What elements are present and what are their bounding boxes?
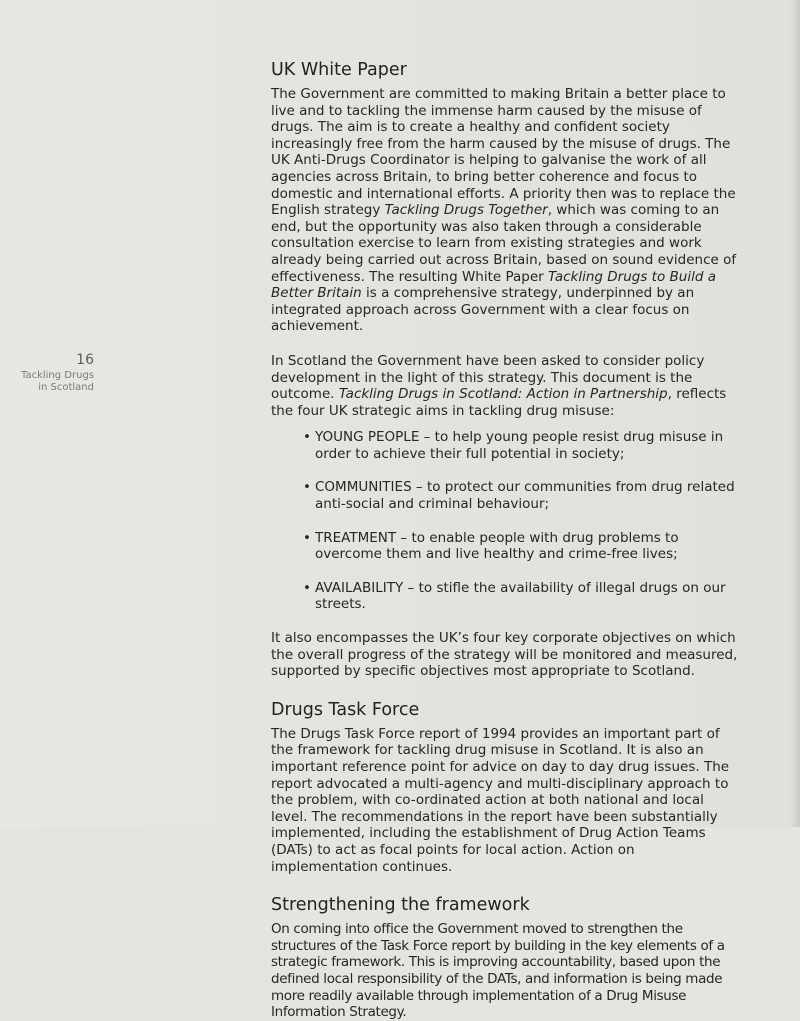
- paragraph-text: , which was coming to an end, but the opportunity was also taken through a considerable consultation exercise to learn from existing strategies and work already being carried out across Britain, based on sound evidence of effectiveness. The resulting White Paper: [271, 202, 737, 285]
- section-heading: Drugs Task Force: [271, 699, 420, 720]
- section-strengthening-the-framework: [271, 895, 741, 1021]
- list-item: [303, 530, 741, 563]
- paragraph: It also encompasses the UK’s four key corporate objectives on which the overall progress of the strategy will be monitored and measured, supported by specific objectives most appropriate to Scotland.: [271, 630, 738, 680]
- paragraph: [271, 86, 741, 335]
- bullet-icon: •: [303, 529, 311, 546]
- list-item: [303, 429, 741, 462]
- bullet-icon: •: [303, 479, 311, 496]
- paragraph: The Drugs Task Force report of 1994 provides an important part of the framework for tackling drug misuse in Scotland. It is also an important reference point for advice on day to day drug issues. The report advocated a multi-agency and multi-disciplinary approach to the problem, with co-ordinated action at both national and local level. The recommendations in the report have been substantially implemented, including the establishment of Drug Action Teams (DATs) to act as focal points for local action. Action on implementation continues.: [271, 725, 730, 875]
- running-head-line: in Scotland: [38, 382, 94, 393]
- paragraph: [271, 353, 741, 419]
- publication-title: Tackling Drugs to Build a Better Britain: [271, 268, 716, 302]
- list-item: [303, 580, 741, 613]
- list-item-text: COMMUNITIES – to protect our communities from drug related anti-social and criminal behaviour;: [315, 479, 735, 513]
- list-item-text: TREATMENT – to enable people with drug problems to overcome them and live healthy and crime-free lives;: [315, 529, 679, 563]
- list-item-text: YOUNG PEOPLE – to help young people resist drug misuse in order to achieve their full potential in society;: [315, 429, 724, 462]
- paragraph-text: , reflects the four UK strategic aims in tackling drug misuse:: [271, 386, 727, 419]
- page-edge-shadow: [790, 0, 800, 827]
- section-drugs-task-force: [271, 700, 741, 875]
- list-item: [303, 479, 741, 512]
- strategic-aims-list: [271, 429, 741, 613]
- section-uk-white-paper: [271, 60, 741, 680]
- running-head-line: Tackling Drugs: [21, 370, 94, 381]
- paragraph: On coming into office the Government moved to strengthen the structures of the Task Force report by building in the key elements of a strategic framework. This is improving accountability, based upon the defined local responsibility of the DATs, and information is being made more readily available through implementation of a Drug Misuse Information Strategy.: [271, 921, 725, 1021]
- section-heading: Strengthening the framework: [271, 895, 530, 916]
- bullet-icon: •: [303, 579, 311, 596]
- list-item-text: AVAILABILITY – to stifle the availability of illegal drugs on our streets.: [315, 579, 726, 613]
- main-content: [271, 60, 741, 1021]
- publication-title: Tackling Drugs Together: [384, 202, 548, 219]
- publication-title: Tackling Drugs in Scotland: Action in Partnership: [338, 386, 668, 403]
- margin-note: [20, 352, 94, 394]
- paragraph-text: In Scotland the Government have been asked to consider policy development in the light of this strategy. This document is the outcome.: [271, 352, 705, 403]
- paragraph-text: is a comprehensive strategy, underpinned by an integrated approach across Government with a clear focus on achievement.: [271, 285, 695, 335]
- page-number: 16: [76, 352, 94, 368]
- running-head: [20, 370, 94, 394]
- paragraph-text: The Government are committed to making Britain a better place to live and to tackling the immense harm caused by the misuse of drugs. The aim is to create a healthy and confident society increasingly free from the harm caused by the misuse of drugs. The UK Anti-Drugs Coordinator is helping to galvanise the work of all agencies across Britain, to bring better coherence and focus to domestic and international efforts. A priority then was to replace the English strategy: [271, 86, 736, 219]
- section-heading: UK White Paper: [271, 60, 407, 80]
- bullet-icon: •: [303, 429, 311, 446]
